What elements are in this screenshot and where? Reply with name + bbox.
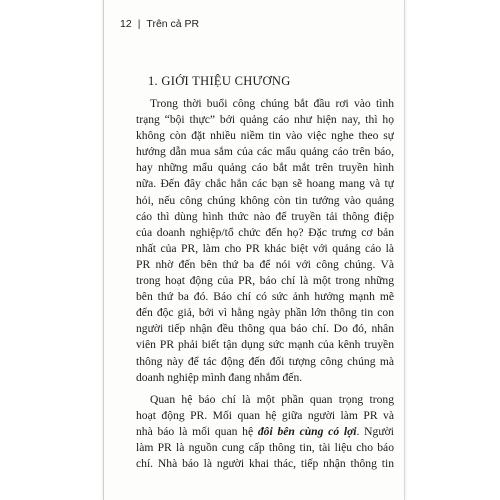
paragraph-line-with-emphasis	[136, 424, 394, 440]
paragraph-line: làm PR là nguồn cung cấp thông tin, tài liệu cho báo	[136, 440, 394, 454]
paragraph-line: nữa. Đến đây chắc hẳn các bạn sẽ hoang mang và tự	[136, 177, 394, 191]
paragraph-line: chí. Nhà báo là người khai thác, tiếp nhận thông tin	[136, 457, 394, 471]
paragraph-line: trong hoạt động của PR, báo chí là một trong những	[136, 274, 394, 288]
paragraph-line: cáo thì dùng hình thức nào để truyền tải thông điệp	[136, 209, 394, 223]
paragraph-line: thông này để tác động đến đối tượng công chúng mà	[136, 354, 394, 368]
paragraph-line: đến độc giả, bởi vì hằng ngày phần lớn thông tin con	[136, 306, 394, 320]
text-segment: . Người	[356, 424, 394, 438]
text-segment: nhà báo là mối quan hệ	[136, 424, 258, 438]
body-text	[136, 96, 394, 472]
chapter-heading: 1. GIỚI THIỆU CHƯƠNG	[148, 74, 291, 88]
paragraph-line: không còn đặt nhiều niềm tin vào việc nghe theo sự	[136, 129, 394, 143]
paragraph-line: hoạt động PR. Mối quan hệ giữa người làm PR và	[136, 408, 394, 422]
emphasized-phrase: đôi bên cùng có lợi	[257, 424, 357, 438]
paragraph-line: người tiếp nhận đều thông qua báo chí. Do đó, nhân	[136, 322, 394, 336]
running-header	[120, 18, 199, 30]
paragraph-line: nhất của PR, làm cho PR khác biệt với quảng cáo là	[136, 241, 394, 255]
paragraph-line: viên PR phải biết tận dụng sức mạnh của kênh truyền	[136, 338, 394, 352]
header-separator: |	[137, 18, 141, 30]
paragraph-line: doanh nghiệp mình đang nhắm đến.	[136, 370, 303, 384]
paragraph-line: của doanh nghiệp/tổ chức đến họ? Đặc trưng cơ bản	[136, 225, 394, 239]
paragraph-line: bên thứ ba đó. Báo chí có sức ảnh hưởng mạnh mẽ	[136, 290, 394, 304]
book-title: Trên cả PR	[146, 18, 200, 30]
book-page	[103, 0, 405, 500]
paragraph-line: hướng dẫn mua sắm của các mẩu quảng cáo trên báo,	[136, 145, 394, 159]
paragraph-line: hỏi, nếu công chúng không còn tin tưởng vào quảng	[136, 193, 394, 207]
paragraph-line: Quan hệ báo chí là một phần quan trọng trong	[150, 392, 394, 406]
paragraph-line: trạng “bội thực” bởi quảng cáo như hiện nay, thì họ	[136, 113, 394, 127]
paragraph-line: PR nhờ đến bên thứ ba để nói với công chúng. Và	[136, 257, 394, 271]
page-number: 12	[120, 18, 132, 30]
paragraph-line: Trong thời buổi công chúng bắt đầu rơi vào tình	[150, 97, 394, 110]
paragraph-line: hay những mẩu quảng cáo bắt mắt trên truyền hình	[136, 161, 394, 175]
